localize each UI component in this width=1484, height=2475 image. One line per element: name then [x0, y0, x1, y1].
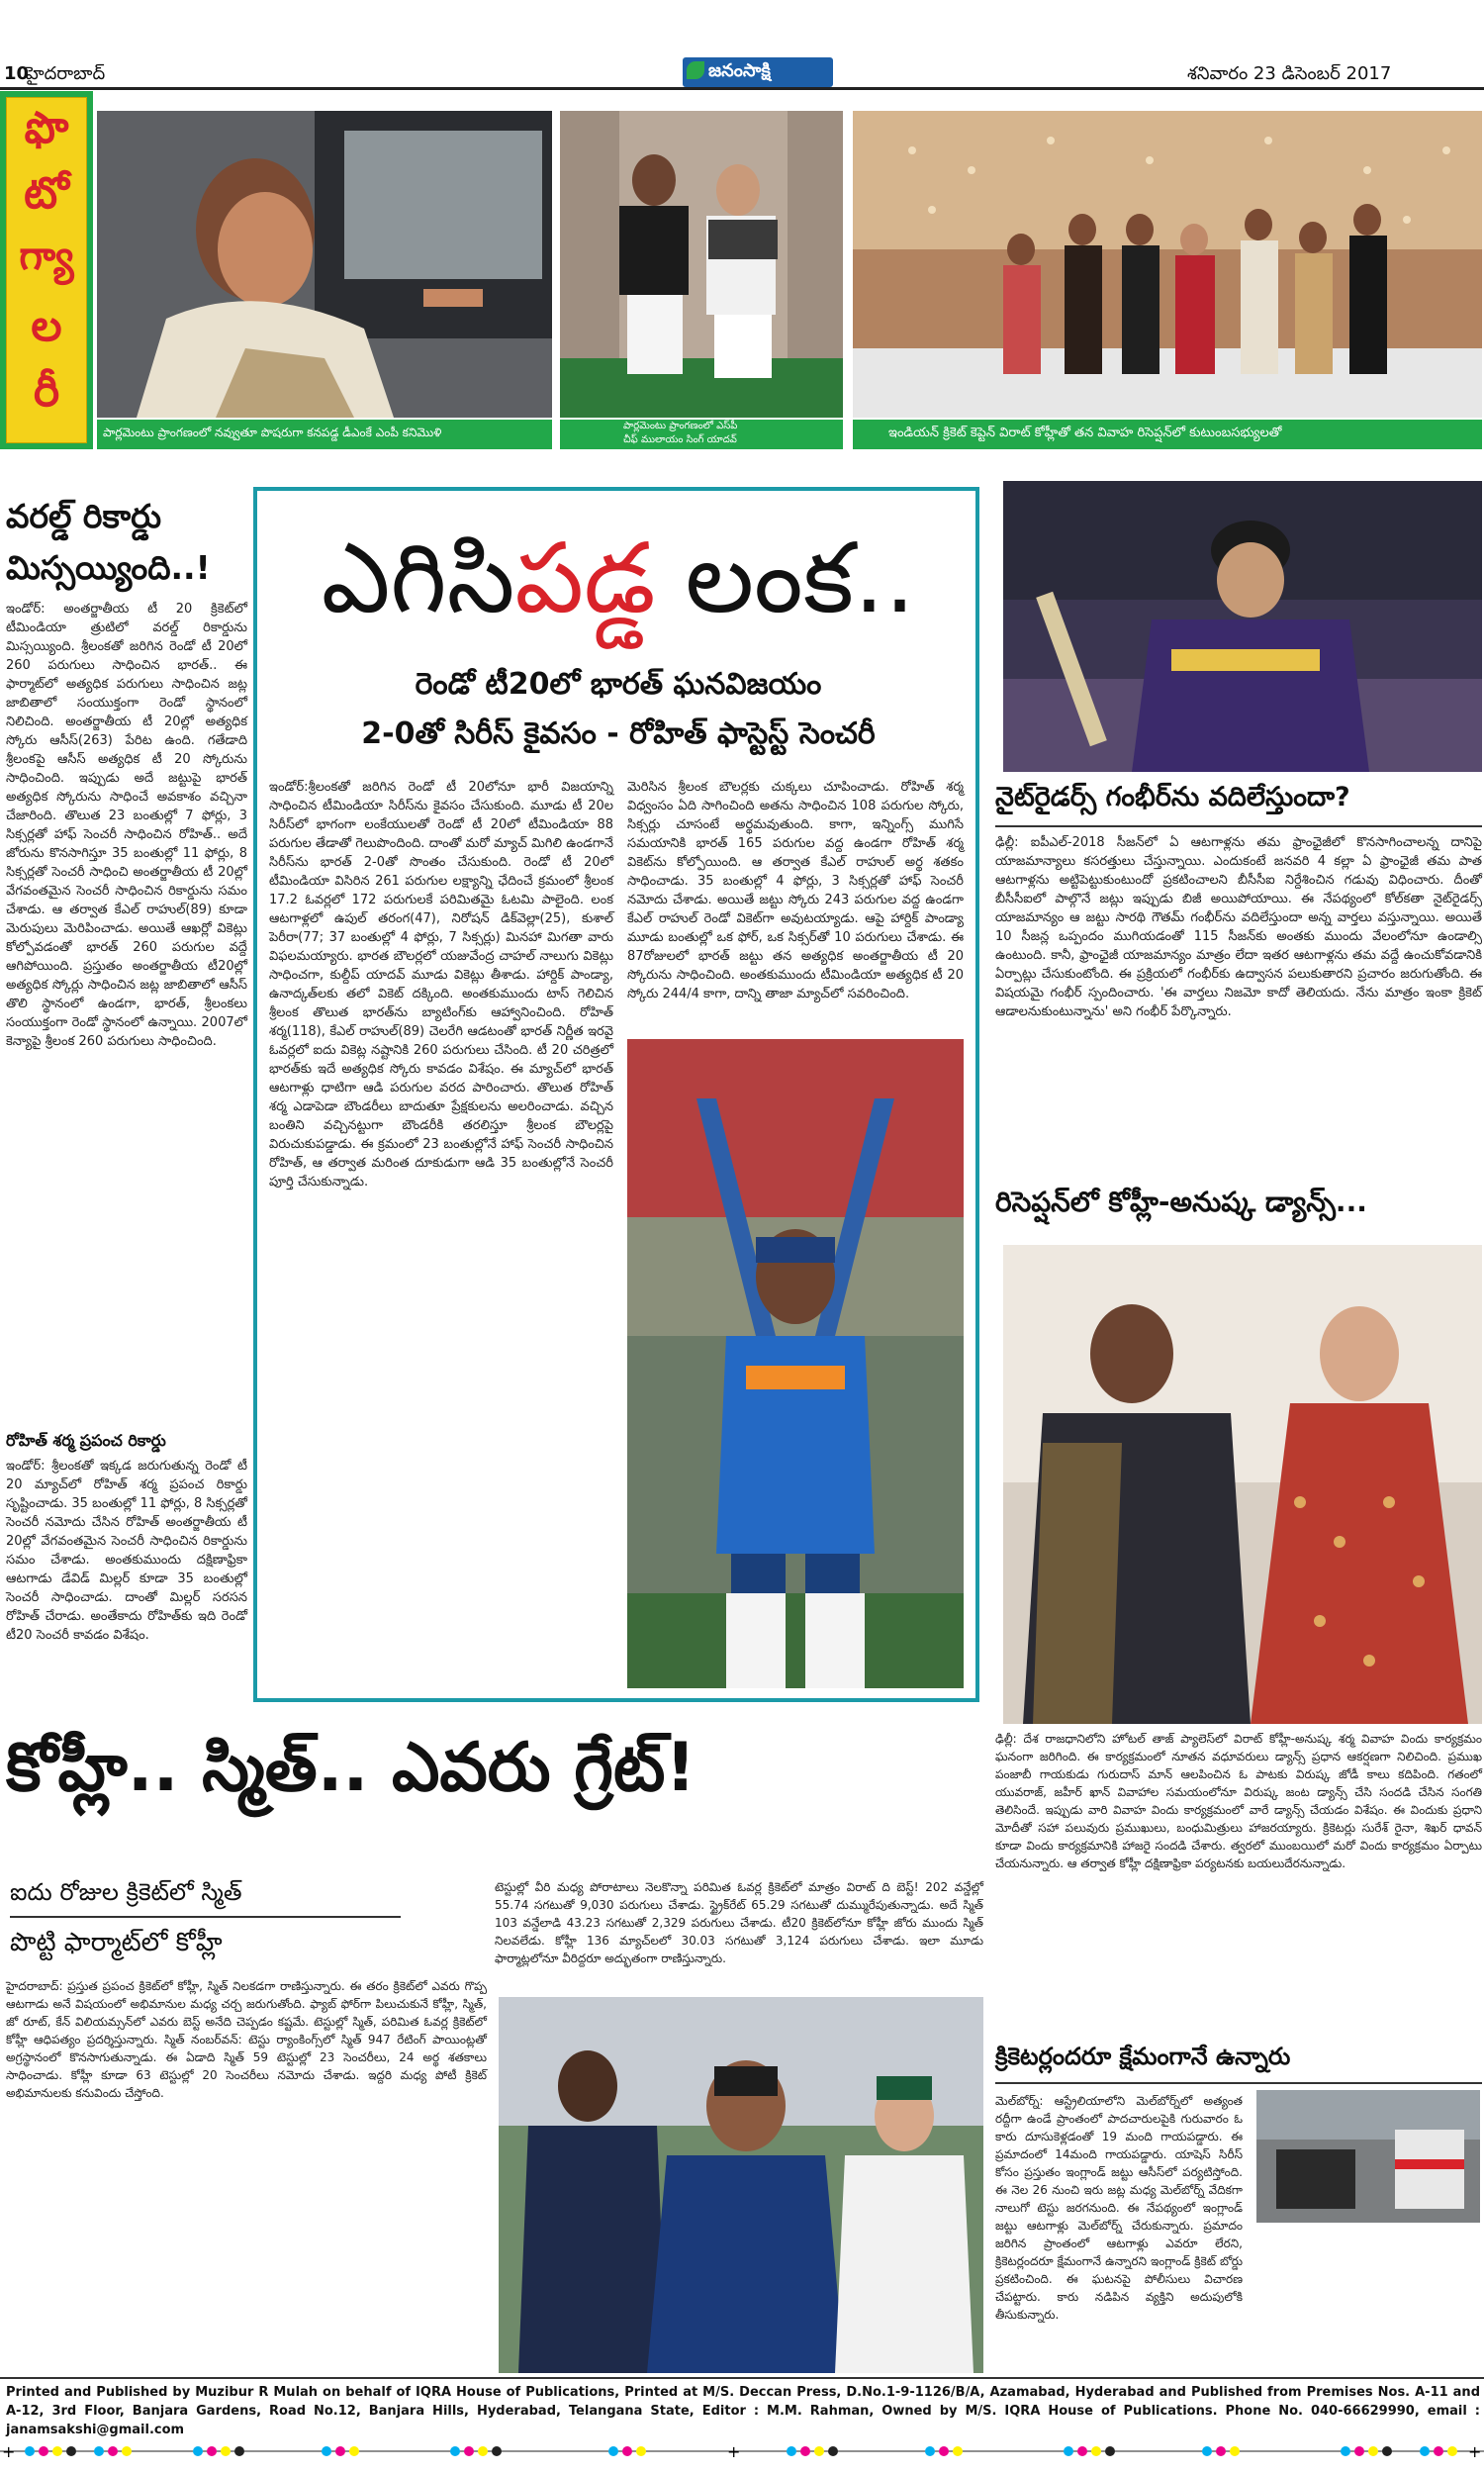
footer-rule [0, 2377, 1484, 2379]
photo-illustration [853, 111, 1482, 418]
photo-illustration [1003, 1245, 1482, 1724]
gallery-label-5: రీ [33, 366, 60, 417]
right-story-headline: నైట్‌రైడర్స్ గంభీర్‌ను వదిలేస్తుందా? [995, 782, 1350, 812]
photo-illustration [560, 111, 843, 418]
bottom-story-column-1: హైదరాబాద్: ప్రస్తుత ప్రపంచ క్రికెట్‌లో కోహ్లీ, స్మిత్ నిలకడగా రాణిస్తున్నారు. ఈ తరం క్రికెట్‌లో ఎవరు గొప్ప ఆటగాడు అనే విషయంలో అభిమానుల మధ్య చర్చ జరుగుతోంది. ఫ్యాబ్ ఫోర్‌గా పిలుచుకునే కోహ్లీ, స్మిత్, జో రూట్, కేన్ విలియమ్సన్‌లో ఎవరు బెస్ట్ అనేది చెప్పడం కష్టమే. టెస్టుల్లో స్మిత్, పరిమిత ఓవర్ల క్రికెట్‌లో కోహ్లీ ఆధిపత్యం ప్రదర్శిస్తున్నారు. స్మిత్ నంబర్‌వన్: టెస్టు ర్యాంకింగ్స్‌లో స్మిత్ 947 రేటింగ్ పాయింట్లతో అగ్రస్థానంలో కొనసాగుతున్నాడు. ఈ ఏడాది స్మిత్ 59 టెస్టుల్లో 23 సెంచరీలు, 24 అర్థ శతకాలు సాధించాడు. కోహ్లీ కూడా 63 టెస్టుల్లో 20 సెంచరీలు నమోదు చేశాడు. ఇద్దరి మధ్య పోటీ క్రికెట్ అభిమానులకు కనువిందు చేస్తోంది. [6, 1979, 487, 2100]
left-story-headline: వరల్డ్ రికార్డు మిస్సయ్యింది..! [6, 497, 211, 587]
footer-imprint: Printed and Published by Muzibur R Mulah on behalf of IQRA House of Publications, Printed at M/S. Deccan Press, D.No.1-9-1126/B/A, Azamabad, Hyderabad and Published from Premises Nos. A-11 and A-12, 3rd Floor, Banjara Gardens, Road No.12, Banjara Hills, Hyderabad, Telangana State, Editor : M.M. Rahman, Owned by M/S. IQRA House of Publications. Phone No. 040-66629990, email : janamsakshi@gmail.com [6, 2385, 1480, 2437]
kohli-anushka-photo [1003, 1245, 1482, 1724]
bottom-story-column-2: టెస్టుల్లో వీరి మధ్య పోరాటాలు నెలకొన్నా పరిమిత ఓవర్ల క్రికెట్‌లో మాత్రం విరాట్ ది బెస్ట్! 202 వన్డేల్లో 55.74 సగటుతో 9,030 పరుగులు చేశాడు. స్ట్రైక్‌రేట్ 65.29 సగటుతో దుమ్మురేపుతున్నాడు. అదే స్మిత్ 103 వన్డేలాడి 43.23 సగటుతో 2,329 పరుగులు చేశాడు. టీ20 క్రికెట్‌లోనూ కోహ్లీ జోరు ముందు స్మిత్ నిలవలేడు. కోహ్లీ 136 మ్యాచ్‌లలో 30.03 సగటుతో 3,124 పరుగులు చేశాడు. ఇలా మూడు ఫార్మాట్లలోనూ వీరిద్దరూ అద్భుతంగా రాణిస్తున్నారు. [495, 1880, 983, 1965]
registration-bar [0, 2436, 1484, 2466]
bottom-kicker-rule [10, 1916, 401, 1918]
photo-illustration [499, 1997, 983, 2373]
headline-part-black-2: లంక.. [685, 523, 916, 635]
page-number: 10 [4, 63, 30, 84]
right-story-rule [995, 825, 1482, 827]
bottom-kicker-2: పొట్టి ఫార్మాట్‌లో కోహ్లీ [10, 1928, 223, 1957]
svg-text:+: + [727, 2442, 741, 2461]
left-story-body: ఇండోర్: అంతర్జాతీయ టీ 20 క్రికెట్‌లో టీమిండియా త్రుటిలో వరల్డ్ రికార్డును మిస్సయ్యింది. శ్రీలంకతో జరిగిన రెండో టీ 20లో 260 పరుగులు సాధించిన భారత్.. ఈ ఫార్మాట్‌లో అత్యధిక పరుగులు సాధించిన జట్ల జాబితాలో సంయుక్తంగా రెండో స్థానంలో నిలిచింది. అంతర్జాతీయ టీ 20ల్లో అత్యధిక స్కోరు ఆసీస్(263) పేరిట ఉంది. గతేడాది శ్రీలంకపై ఆసీస్ అత్యధిక టీ 20 స్కోరును సాధించింది. ఇప్పుడు అదే జట్టుపై భారత్ అత్యధిక స్కోరును సాధించే అవకాశం వచ్చినా చేజారింది. తొలుత 23 బంతుల్లో 7 ఫోర్లు, 3 సిక్సర్లతో హాఫ్ సెంచరీ సాధించిన రోహిత్.. అదే జోరును కొనసాగిస్తూ 35 బంతుల్లో 11 ఫోర్లు, 8 సిక్సర్లతో సెంచరీ సాధించి అంతర్జాతీయ టీ 20ల్లో వేగవంతమైన సెంచరీ సాధించిన రికార్డును సమం చేశాడు. ఆ తర్వాత కేఎల్ రాహుల్(89) కూడా మెరుపులు మెరిపించాడు. అయితే ఆఖర్లో వికెట్లు కోల్పోవడంతో భారత్ 260 పరుగుల వద్దే ఆగిపోయింది. ప్రస్తుతం అంతర్జాతీయ టీ20ల్లో అత్యధిక స్కోర్లు సాధించిన జట్ల జాబితాలో ఆసీస్ తొలి స్థానంలో ఉండగా, భారత్, శ్రీలంకలు సంయుక్తంగా రెండో స్థానంలో ఉన్నాయి. 2007లో కెన్యాపై శ్రీలంక 260 పరుగులు సాధించింది. [6, 602, 247, 1049]
melbourne-accident-photo [1256, 2090, 1480, 2223]
right-story-body: ఢిల్లీ: ఐపీఎల్-2018 సీజన్‌లో ఏ ఆటగాళ్లను తమ ఫ్రాంఛైజీలో కొనసాగించాలన్న దానిపై యాజమాన్యాలు కసరత్తులు చేస్తున్నాయి. ఎందుకంటే జనవరి 4 కల్లా ఏ ఫ్రాంఛైజీ తమ పాత ఆటగాళ్లను అట్టిపెట్టుకుంటుందో ప్రకటించాలని బీసీసీఐ నిర్దేశించిన గడువు విధించారు. దీంతో బీసీసీఐలో పాల్గొనే జట్లు ఇప్పుడు బిజీ అయిపోయాయి. ఈ నేపథ్యంలో కోల్‌కతా నైట్‌రైడర్స్ యాజమాన్యం ఆ జట్టు సారథి గౌతమ్ గంభీర్‌ను వదిలేస్తుందా అన్న వార్తలు వస్తున్నాయి. అయితే 10 సీజన్ల ఒప్పందం ముగియడంతో 115 సీజన్‌కు అంతకు ముందు వేలంలోనూ ఉండాల్సి ఉంటుంది. కానీ, ఫ్రాంఛైజీ యాజమాన్యం మాత్రం లేదా ఇతర ఆటగాళ్లను తమ వద్దే ఉంచుకోవడానికి ఏర్పాట్లు చేసుకుంటోంది. ఈ ప్రక్రియలో గంభీర్‌కు ఉద్వాసన పలుకుతారని ప్రచారం జరుగుతోంది. ఈ విషయమై గంభీర్ స్పందించారు. 'ఈ వార్తలు నిజమో కాదో తెలియదు. నేను మాత్రం ఇంకా క్రికెట్ ఆడాలనుకుంటున్నాను' అని గంభీర్ పేర్కొన్నారు. [995, 835, 1482, 1019]
rohit-sharma-photo [627, 1039, 964, 1688]
main-story-headline [267, 524, 970, 633]
gallery-photo-kanimozhi [97, 111, 552, 418]
gallery-photo-mulayam [560, 111, 843, 418]
main-story-subhead-1: రెండో టీ20లో భారత్ ఘనవిజయం [415, 667, 822, 702]
photo-illustration [1256, 2090, 1480, 2223]
gallery-label-1: ఫొ [24, 103, 69, 153]
masthead-leaf-icon [687, 61, 704, 79]
photo-illustration [97, 111, 552, 418]
bottom-kicker-1: ఐదు రోజుల క్రికెట్‌లో స్మిత్ [10, 1878, 242, 1906]
page-header [0, 0, 1484, 89]
cricketers-safe-rule [995, 2082, 1482, 2084]
photo-illustration [627, 1039, 964, 1688]
svg-text:+: + [2, 2442, 16, 2461]
headline-part-black: ఎగిసి [321, 523, 515, 635]
main-story-column-1: ఇండోర్:శ్రీలంకతో జరిగిన రెండో టీ 20లోనూ భారీ విజయాన్ని సాధించిన టీమిండియా సిరీస్‌ను కైవసం చేసుకుంది. మూడు టీ 20ల సిరీస్‌లో భాగంగా లంకేయులతో రెండో టీ 20లో టీమిండియా 88 పరుగుల తేడాతో గెలుపొందింది. దాంతో మరో మ్యాచ్ మిగిలి ఉండగానే సిరీస్‌ను భారత్ 2-0తో సొంతం చేసుకుంది. రెండో టీ 20లో టీమిండియా విసిరిన 261 పరుగుల లక్ష్యాన్ని ఛేదించే క్రమంలో శ్రీలంక 17.2 ఓవర్లలో 172 పరుగులకే పరిమితమై ఓటమి పాలైంది. లంక ఆటగాళ్లలో ఉపుల్ తరంగ(47), నిరోషన్ డిక్‌వెల్లా(25), కుశాల్ పెరీరా(77; 37 బంతుల్లో 4 ఫోర్లు, 7 సిక్సర్లు) మినహా మిగతా వారు విఫలమయ్యారు. భారత బౌలర్లలో యజువేంద్ర చాహల్ నాలుగు వికెట్లు సాధించగా, కుల్దీప్ యాదవ్ మూడు వికెట్లు తీశాడు. హార్దిక్ పాండ్యా, ఉనాద్కత్‌లకు తలో వికెట్ దక్కింది. అంతకుముందు టాస్ గెలిచిన శ్రీలంక తొలుత భారత్‌ను బ్యాటింగ్‌కు ఆహ్వానించింది. రోహిత్ శర్మ(118), కేఎల్ రాహుల్(89) చెలరేగి ఆడటంతో భారత్ నిర్ణీత ఇరవై ఓవర్లలో ఐదు వికెట్ల నష్టానికి 260 పరుగులు చేసింది. టీ 20 చరిత్రలో భారత్‌కు ఇదే అత్యధిక స్కోరు కావడం విశేషం. ఈ మ్యాచ్‌లో భారత్ ఆటగాళ్లు ధాటిగా ఆడి పరుగుల వరద పారించారు. తొలుత రోహిత్ శర్మ ఎడాపెడా బౌండరీలు బాదుతూ ప్రేక్షకులను అలరించాడు. వచ్చిన బంతిని వచ్చినట్టుగా బౌండరీకి తరలిస్తూ శ్రీలంక బౌలర్లపై విరుచుకుపడ్డాడు. ఈ క్రమంలో 23 బంతుల్లోనే హాఫ్ సెంచరీ సాధించిన రోహిత్, ఆ తర్వాత మరింత దూకుడుగా ఆడి 35 బంతుల్లోనే సెంచరీ పూర్తి చేసుకున్నాడు. [269, 780, 613, 1190]
gallery-label-4: ల [31, 301, 62, 351]
cricketers-safe-headline: క్రికెటర్లందరూ క్షేమంగానే ఉన్నారు [995, 2043, 1291, 2070]
color-registration-strip [0, 2436, 1484, 2466]
bottom-story-headline: కోహ్లీ.. స్మిత్.. ఎవరు గ్రేట్! [6, 1729, 696, 1807]
gallery-label-2: టో [24, 168, 69, 219]
issue-date: శనివారం 23 డిసెంబర్ 2017 [1187, 63, 1392, 84]
gallery-caption-1: పార్లమెంటు ప్రాంగణంలో నవ్వుతూ పొషరుగా కనపడ్డ డీఎంకే ఎంపీ కనిమొళి [103, 426, 442, 439]
gallery-photo-kohli-reception [853, 111, 1482, 418]
headline-part-red: పడ్డ [514, 523, 656, 635]
masthead-title: జనంసాక్షి [708, 60, 771, 81]
main-story-subhead-2: 2-0తో సిరీస్ కైవసం - రోహిత్ ఫాస్టెస్ట్ సెంచరీ [361, 716, 876, 751]
reception-body: ఢిల్లీ: దేశ రాజధానిలోని హోటల్ తాజ్ ప్యాలెస్‌లో విరాట్ కోహ్లీ-అనుష్క శర్మ వివాహ విందు కార్యక్రమం ఘనంగా జరిగింది. ఈ కార్యక్రమంలో నూతన వధూవరులు డ్యాన్స్ ప్రధాన ఆకర్షణగా నిలిచింది. ప్రముఖ పంజాబీ గాయకుడు గురుదాస్ మాన్ ఆలపించిన ఓ పాటకు విరుష్క జోడీ కాలు కదిపింది. గతంలో యువరాజ్, జహీర్ ఖాన్ వివాహాల సమయంలోనూ విరుష్క జంట డ్యాన్స్ చేసి సందడి చేసిన సంగతి తెలిసిందే. ఇప్పుడు వారి వివాహ విందు కార్యక్రమంలో వారే డ్యాన్స్ చేయడం విశేషం. ఈ విందుకు ప్రధాని మోదీతో సహా పలువురు ప్రముఖులు, బంధుమిత్రులు హాజరయ్యారు. క్రికెటర్లు సురేశ్ రైనా, శిఖర్ ధావన్ కూడా విందు కార్యక్రమానికి హాజరై సందడి చేశారు. త్వరలో ముంబయిలో మరో విందు కార్యక్రమం ఏర్పాటు చేయనున్నారు. ఆ తర్వాత కోహ్లీ దక్షిణాఫ్రికా పర్యటనకు బయలుదేరనున్నాడు. [995, 1732, 1482, 1870]
header-rule [0, 87, 1484, 90]
photo-illustration [1003, 481, 1482, 772]
svg-text:+: + [1468, 2442, 1482, 2461]
gallery-label-3: గ్యా [19, 234, 74, 279]
city-label: హైదరాబాద్ [26, 63, 106, 84]
kohli-smith-photo [499, 1997, 983, 2373]
cricketers-safe-body-left: మెల్‌బోర్న్: ఆస్ట్రేలియాలోని మెల్‌బోర్న్‌లో అత్యంత రద్దీగా ఉండే ప్రాంతంలో పాదచారులపైకి గురువారం ఓ కారు దూసుకెళ్లడంతో 19 మంది గాయపడ్డారు. ఈ ప్రమాదంలో 14మంది గాయపడ్డారు. యాషెస్ సిరీస్ కోసం ప్రస్తుతం ఇంగ్లాండ్ జట్టు ఆసీస్‌లో పర్యటిస్తోంది. ఈ నెల 26 నుంచి ఇరు జట్ల మధ్య మెల్‌బోర్న్ వేదికగా నాలుగో టెస్టు జరగనుంది. ఈ నేపథ్యంలో ఇంగ్లాండ్ జట్టు ఆటగాళ్లు మెల్‌బోర్న్ చేరుకున్నారు. ప్రమాదం జరిగిన ప్రాంతంలో ఆటగాళ్లు ఎవరూ లేరని, క్రికెటర్లందరూ క్షేమంగానే ఉన్నారని ఇంగ్లాండ్ క్రికెట్ బోర్డు ప్రకటించింది. ఈ ఘటనపై పోలీసులు విచారణ చేపట్టారు. కారు నడిపిన వ్యక్తిని అదుపులోకి తీసుకున్నారు. [995, 2094, 1243, 2322]
left-story-subheadline: రోహిత్ శర్మ ప్రపంచ రికార్డు [6, 1431, 166, 1450]
main-story-column-2: మెరిసిన శ్రీలంక బౌలర్లకు చుక్కలు చూపించాడు. రోహిత్ శర్మ విధ్వంసం ఏది సాగించింది అతను సాధించిన 108 పరుగుల స్కోరు, సిక్సర్లు చూసంటే అర్థమవుతుంది. కాగా, ఇన్నింగ్స్ ముగిసే సమయానికి భారత్ 165 పరుగుల వద్ద ఉండగా రోహిత్ శర్మ వికెట్‌ను కోల్పోయింది. ఆ తర్వాత కేఎల్ రాహుల్ అర్థ శతకం సాధించాడు. 35 బంతుల్లో 4 ఫోర్లు, 3 సిక్సర్లతో హాఫ్ సెంచరీ నమోదు చేశాడు. అయితే జట్టు స్కోరు 243 పరుగుల వద్ద ఉండగా కేఎల్ రాహుల్ రెండో వికెట్‌గా అవుటయ్యాడు. ఆపై హార్దిక్ పాండ్యా మూడు బంతుల్లో ఒక ఫోర్, ఒక సిక్సర్‌తో 10 పరుగులు చేశాడు. ఈ 87రోజులలో భారత్ జట్టు తన అత్యధిక అంతర్జాతీయ టీ 20 స్కోరును సాధించింది. అంతకుముందు టీమిండియా అత్యధిక టీ 20 స్కోరు 244/4 కాగా, దాన్ని తాజా మ్యాచ్‌లో సవరించింది. [627, 780, 964, 1001]
gambhir-photo [1003, 481, 1482, 772]
gallery-caption-3: ఇండియన్ క్రికెట్ కెప్టెన్ విరాట్ కోహ్లీతో తన వివాహ రిసెప్షన్‌లో కుటుంబసభ్యులతో [888, 426, 1282, 440]
gallery-caption-2: పార్లమెంటు ప్రాంగణంలో ఎస్‌పీ చీఫ్ ములాయం సింగ్ యాదవ్ [623, 421, 738, 445]
left-story-sub-body: ఇండోర్: శ్రీలంకతో ఇక్కడ జరుగుతున్న రెండో టీ 20 మ్యాచ్‌లో రోహిత్ శర్మ ప్రపంచ రికార్డు సృష్టించాడు. 35 బంతుల్లో 11 ఫోర్లు, 8 సిక్సర్లతో సెంచరీ నమోదు చేసిన రోహిత్ అంతర్జాతీయ టీ 20ల్లో వేగవంతమైన సెంచరీ సాధించిన రికార్డును సమం చేశాడు. అంతకుముందు దక్షిణాఫ్రికా ఆటగాడు డేవిడ్ మిల్లర్ కూడా 35 బంతుల్లో సెంచరీ సాధించాడు. దాంతో మిల్లర్ సరసన రోహిత్ చేరాడు. అంతేకాదు రోహిత్‌కు ఇది రెండో టీ20 సెంచరీ కావడం విశేషం. [6, 1459, 247, 1643]
reception-headline: రిసెప్షన్‌లో కోహ్లీ-అనుష్క డ్యాన్స్... [995, 1186, 1367, 1218]
